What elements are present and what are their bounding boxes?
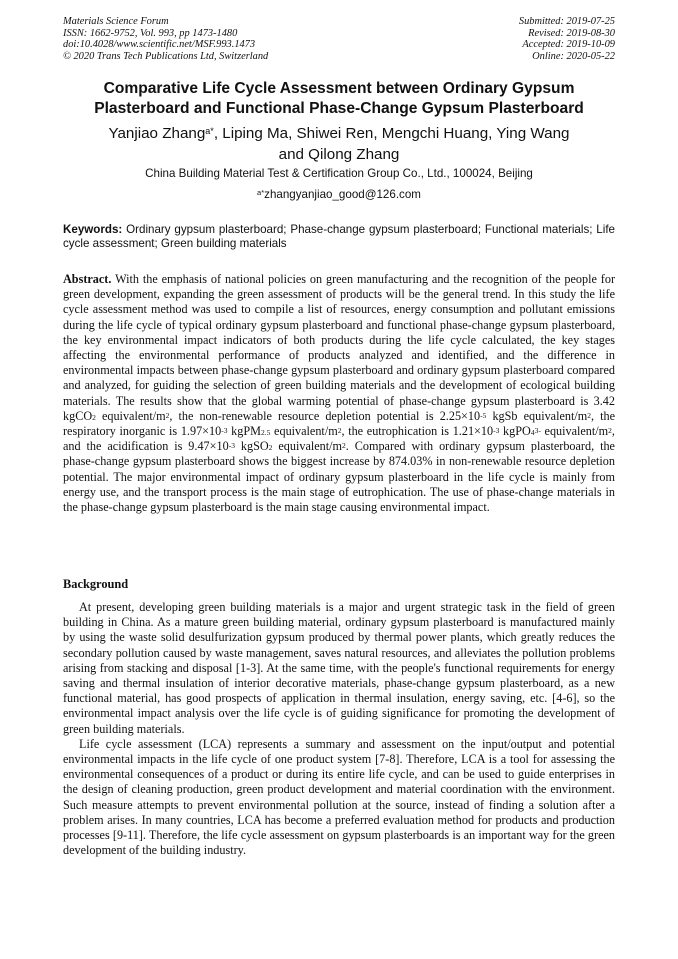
superscript: -5 bbox=[480, 410, 487, 420]
keywords-text: Ordinary gypsum plasterboard; Phase-change gypsum plasterboard; Functional materials; Life cycle assessment; Green building materials bbox=[63, 223, 615, 251]
abstract-text: kgSb equivalent/m bbox=[486, 408, 588, 423]
subscript: 2 bbox=[92, 412, 96, 422]
email-marker: a* bbox=[257, 188, 265, 197]
background-section bbox=[63, 600, 615, 858]
author-line: and Qilong Zhang bbox=[278, 146, 400, 163]
submitted-date: Submitted: 2019-07-25 bbox=[518, 16, 615, 27]
first-author: Yanjiao Zhang bbox=[108, 125, 206, 142]
online-date: Online: 2020-05-22 bbox=[532, 50, 615, 62]
title-line: Comparative Life Cycle Assessment between Ordinary Gypsum bbox=[103, 80, 575, 97]
superscript: 2 bbox=[337, 426, 342, 436]
abstract-text: equivalent/m bbox=[540, 424, 609, 439]
title-line: Plasterboard and Functional Phase-Change Gypsum Plasterboard bbox=[94, 99, 584, 117]
superscript: 2 bbox=[587, 410, 591, 420]
journal-name: Materials Science Forum bbox=[63, 16, 169, 27]
author-marker: a* bbox=[205, 126, 214, 136]
paper-title bbox=[63, 79, 615, 118]
superscript: 2 bbox=[342, 441, 346, 451]
abstract-text: , the respiratory inorganic is 1.97×10 bbox=[63, 408, 616, 439]
revised-date: Revised: 2019-08-30 bbox=[528, 27, 615, 39]
author-line bbox=[63, 123, 615, 144]
corresponding-email bbox=[63, 188, 615, 202]
section-heading-background: Background bbox=[63, 577, 129, 591]
abstract-label: Abstract. bbox=[63, 272, 112, 286]
superscript: 2 bbox=[608, 426, 612, 436]
subscript: 2 bbox=[268, 443, 273, 453]
abstract-text: kgPM bbox=[227, 424, 261, 439]
affiliation: China Building Material Test & Certification Group Co., Ltd., 100024, Beijing bbox=[145, 167, 533, 180]
superscript: 3- bbox=[534, 426, 541, 436]
superscript: 2 bbox=[165, 410, 170, 420]
issn-line: ISSN: 1662-9752, Vol. 993, pp 1473-1480 bbox=[63, 27, 238, 39]
accepted-date: Accepted: 2019-10-09 bbox=[522, 39, 615, 51]
superscript: -3 bbox=[221, 426, 228, 436]
body-paragraph: At present, developing green building materials is a major and urgent strategic task in the field of green building in China. As a mature green building material, ordinary gypsum plasterboard is manufactured mainly by using the waste solid desulfurization gypsum produced by thermal power plants, which greatly reduces the secondary pollution caused by waste management, saves natural resources, and alleviates the pollution problems arising from stacking and disposal [1-3]. At the same time, with the people's functional requirements for energy saving and thermal insulation of interior decorative materials, phase-change gypsum plasterboard, as a new functional material, has good prospects of application in thermal insulation, energy saving, etc. [4-6], so the environmental impact analysis over the life cycle is of guiding significance for promoting the development of green building materials. bbox=[63, 600, 615, 736]
copyright-line: © 2020 Trans Tech Publications Ltd, Switzerland bbox=[63, 50, 269, 62]
abstract-text: , the eutrophication is 1.21×10 bbox=[341, 424, 494, 439]
abstract-text: , and the acidification is 9.47×10 bbox=[63, 424, 615, 454]
email-address: zhangyanjiao_good@126.com bbox=[264, 188, 421, 201]
abstract-text: equivalent/m bbox=[95, 408, 166, 423]
co-authors: , Liping Ma, Shiwei Ren, Mengchi Huang, Ying Wang bbox=[213, 125, 570, 142]
superscript: -3 bbox=[228, 441, 235, 451]
journal-info bbox=[63, 16, 268, 62]
abstract-text: equivalent/m bbox=[272, 439, 342, 454]
abstract-text: kgPO bbox=[499, 424, 531, 439]
abstract-text: equivalent/m bbox=[270, 424, 338, 439]
doi-line: doi:10.4028/www.scientific.net/MSF.993.1473 bbox=[63, 39, 256, 51]
abstract bbox=[63, 272, 615, 515]
keywords-label: Keywords: bbox=[63, 223, 123, 236]
keywords bbox=[63, 223, 615, 251]
subscript: 4 bbox=[530, 428, 535, 438]
author-list bbox=[63, 123, 615, 165]
abstract-text: kgSO bbox=[234, 439, 269, 454]
body-paragraph: Life cycle assessment (LCA) represents a summary and assessment on the input/output and potential environmental impacts in the life cycle of one product system [7-8]. Therefore, LCA is a tool for assessing the environmental consequences of a product or during its entire life cycle, and can be used to guide enterprises in the design of cleaning production, green product development and material coordination with the environment. Such measure attempts to prevent environmental pollution at the source, instead of finding a solution after a problem arises. In many countries, LCA has become a preferred evaluation method for products and production processes [9-11]. Therefore, the life cycle assessment on gypsum plasterboards is an important way for the green development of the building industry. bbox=[63, 736, 615, 858]
abstract-text: With the emphasis of national policies on green manufacturing and the recognition of the people for green development, expanding the green assessment of products will be the general trend. In this study the life cycle assessment method was used to compile a list of resources, energy consumption and pollutant emissions during the life cycle of typical ordinary gypsum plasterboard and functional phase-change gypsum plasterboard, the key environmental impact indicators of both products during the life cycle calculated, the key stages affecting the environmental performance of products analyzed and identified, and the difference in environmental impacts between phase-change gypsum plasterboard and ordinary gypsum plasterboard compared and analyzed, for guiding the selection of green building materials and the development of ecological building materials. The results show that the global warming potential of phase-change gypsum plasterboard is 3.42 kgCO bbox=[63, 272, 616, 423]
abstract-text: , the non-renewable resource depletion potential is 2.25×10 bbox=[169, 408, 481, 423]
superscript: -3 bbox=[493, 426, 500, 436]
abstract-text: . Compared with ordinary gypsum plasterboard, the phase-change gypsum plasterboard shows the biggest increase by 874.03% in non-renewable resource depletion potential. The major environmental impact of ordinary gypsum plasterboard in the life cycle is mainly from energy use, and the transport process is the main stage of eutrophication. The use of phase-change materials in the phase-change gypsum plasterboard is the main stage causing environmental impact. bbox=[63, 439, 615, 515]
publication-dates bbox=[519, 16, 615, 62]
subscript: 2.5 bbox=[260, 428, 271, 438]
